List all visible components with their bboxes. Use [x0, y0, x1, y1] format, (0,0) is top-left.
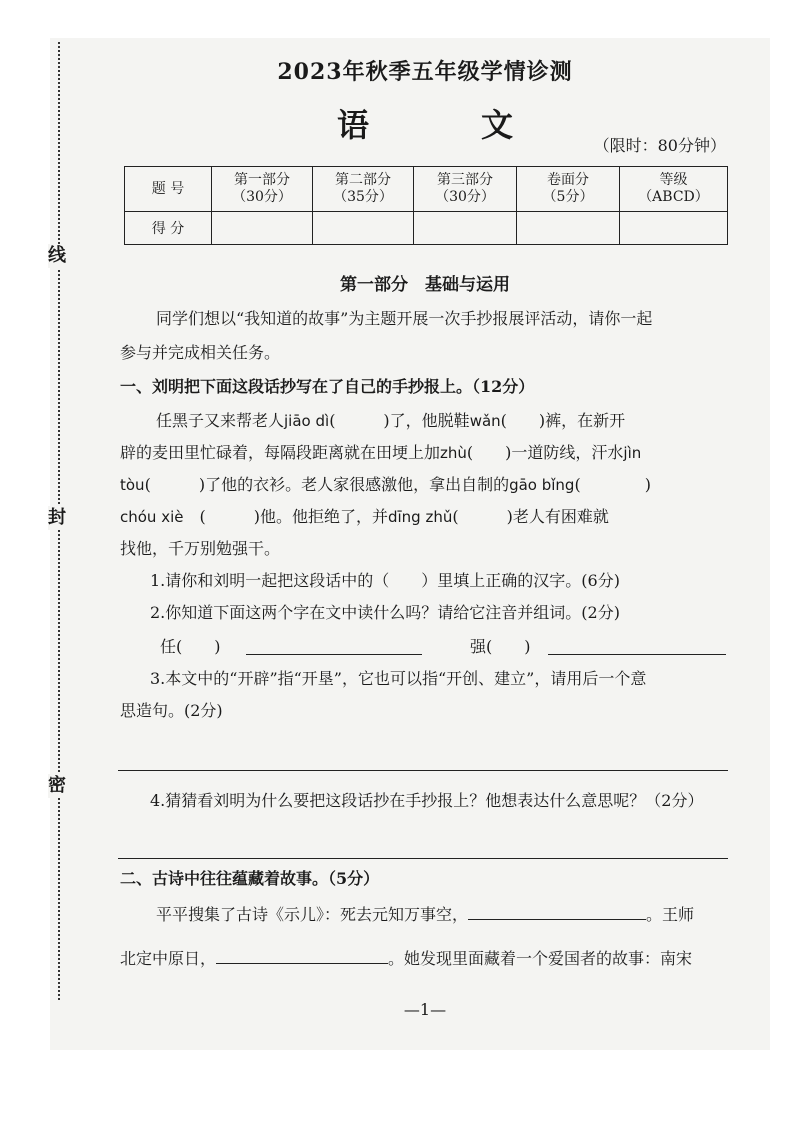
header-cell-question: 题 号: [125, 167, 212, 212]
passage-line-5: 找他，千万别勉强干。: [120, 539, 281, 558]
passage-line-1: 任黑子又来帮老人jiāo dì( )了，他脱鞋wǎn( )裤，在新开: [156, 411, 626, 430]
header-cell-part3: 第三部分 （30分）: [414, 167, 517, 212]
passage-line-3: tòu( )了他的衣衫。老人家很感激他，拿出自制的gāo bǐng( ): [120, 475, 651, 494]
score-row-label: 得 分: [125, 212, 212, 245]
header-cell-part2: 第二部分 （35分）: [313, 167, 414, 212]
time-limit: （限时：80分钟）: [593, 136, 726, 155]
subquestion-3-line-2: 思造句。(2分): [120, 701, 223, 720]
question2-title: 二、古诗中往往蕴藏着故事。（5分）: [120, 869, 380, 888]
score-cell[interactable]: [414, 212, 517, 245]
score-cell[interactable]: [620, 212, 728, 245]
binding-label-xian: 线: [48, 245, 66, 266]
answer-line-ren[interactable]: [246, 654, 422, 655]
poem-blank-2[interactable]: [216, 943, 388, 964]
score-cell[interactable]: [517, 212, 620, 245]
poem-line-1: 平平搜集了古诗《示儿》：死去元知万事空， 。王师: [120, 898, 730, 932]
pinyin-item-qiang: 强( ): [470, 637, 531, 656]
intro-line-1: 同学们想以“我知道的故事”为主题开展一次手抄报展评活动，请你一起: [156, 309, 653, 328]
subquestion-3-line-1: 3.本文中的“开辟”指“开垦”，它也可以指“开创、建立”，请用后一个意: [150, 669, 647, 688]
answer-line-sentence[interactable]: [118, 770, 728, 771]
page-number: —1—: [403, 1000, 447, 1019]
binding-label-feng: 封: [48, 507, 66, 528]
header-cell-grade: 等级 （ABCD）: [620, 167, 728, 212]
question1-title: 一、刘明把下面这段话抄写在了自己的手抄报上。（12分）: [120, 377, 535, 396]
poem-blank-1[interactable]: [468, 899, 646, 920]
poem-line-2: 北定中原日， 。她发现里面藏着一个爱国者的故事：南宋: [120, 942, 730, 976]
score-table-score-row: [125, 212, 728, 245]
binding-label-mi: 密: [48, 775, 66, 796]
answer-line-reason[interactable]: [118, 858, 728, 859]
part1-title: 第一部分 基础与运用: [340, 275, 510, 295]
header-cell-neatness: 卷面分 （5分）: [517, 167, 620, 212]
answer-line-qiang[interactable]: [548, 654, 726, 655]
pinyin-item-ren: 任( ): [160, 637, 221, 656]
exam-title: 2023年秋季五年级学情诊测: [277, 59, 573, 85]
passage-line-2: 辟的麦田里忙碌着，每隔段距离就在田埂上加zhù( )一道防线，汗水jìn: [120, 443, 642, 462]
intro-line-2: 参与并完成相关任务。: [120, 343, 281, 362]
score-table: [124, 166, 728, 245]
subject-title: 语 文: [336, 106, 553, 144]
subquestion-2: 2.你知道下面这两个字在文中读什么吗？请给它注音并组词。(2分): [150, 603, 620, 622]
score-cell[interactable]: [313, 212, 414, 245]
passage-line-4: chóu xiè ( )他。他拒绝了，并dīng zhǔ( )老人有困难就: [120, 507, 609, 526]
subquestion-4: 4.猜猜看刘明为什么要把这段话抄在手抄报上？他想表达什么意思呢？（2分）: [150, 791, 704, 810]
score-cell[interactable]: [212, 212, 313, 245]
score-table-header-row: [125, 167, 728, 212]
header-cell-part1: 第一部分 （30分）: [212, 167, 313, 212]
subquestion-1: 1.请你和刘明一起把这段话中的（ ）里填上正确的汉字。(6分): [150, 571, 620, 590]
